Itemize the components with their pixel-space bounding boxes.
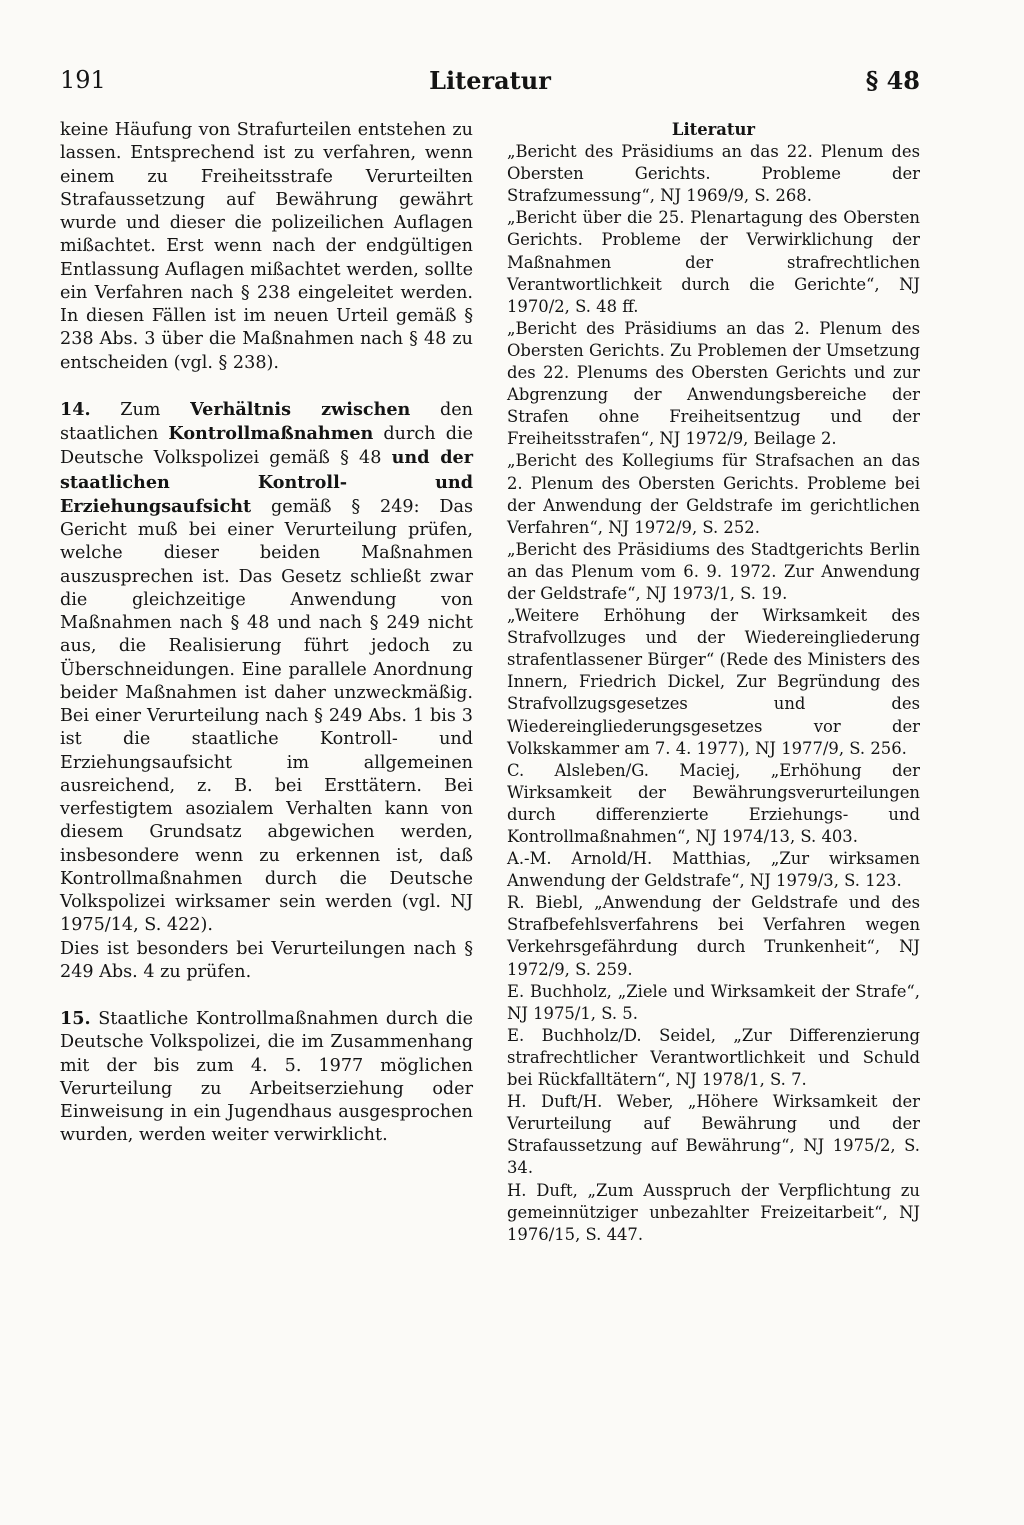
literature-entry: „Bericht des Kollegiums für Strafsachen an das 2. Plenum des Obersten Gerichts. Probleme bei der Anwendung der Geldstrafe im gerichtlichen Verfahren“, NJ 1972/9, S. 252. — [507, 451, 920, 537]
literature-entry: H. Duft, „Zum Ausspruch der Verpflichtung zu gemeinnütziger unbezahlter Freizeitarbeit“, NJ 1976/15, S. 447. — [507, 1180, 920, 1244]
spacer — [60, 375, 473, 398]
text-run: durch die Deutsche Volkspolizei gemäß § 48 — [60, 424, 473, 469]
paragraph-15 — [60, 1007, 473, 1148]
literature-entry: A.-M. Arnold/H. Matthias, „Zur wirksamen Anwendung der Geldstrafe“, NJ 1979/3, S. 123. — [507, 849, 920, 891]
literature-entry: R. Biebl, „Anwendung der Geldstrafe und des Strafbefehlsverfahrens bei Verfahren wegen Verkehrsgefährdung durch Trunkenheit“, NJ 1972/9, S. 259. — [507, 893, 920, 979]
text-run: Zum — [90, 399, 191, 420]
literature-entry: E. Buchholz, „Ziele und Wirksamkeit der Strafe“, NJ 1975/1, S. 5. — [507, 981, 920, 1023]
bold-term: Kontrollmaßnahmen — [168, 423, 374, 444]
paragraph-14 — [60, 398, 473, 938]
text-run: gemäß § 249: Das Gericht muß bei einer Verurteilung prüfen, welche dieser beiden Maßnahmen auszusprechen ist. Das Gesetz schließt zwar die gleichzeitige Anwendung von Maßnahmen nach § 48 und nach § 249 nicht aus, die Realisierung führt jedoch zu Überschneidungen. Eine parallele Anordnung beider Maßnahmen ist daher unzweckmäßig. Bei einer Verurteilung nach § 249 Abs. 1 bis 3 ist die staatliche Kontroll- und Erziehungsaufsicht im allgemeinen ausreichend, z. B. bei Ersttätern. Bei verfestigtem asozialem Verhalten kann von diesem Grundsatz abgewichen werden, insbesondere wenn zu erkennen ist, daß Kontrollmaßnahmen durch die Deutsche Volkspolizei wirksamer sein werden (vgl. NJ 1975/14, S. 422). — [60, 496, 473, 936]
paragraph-14-note: Dies ist besonders bei Verurteilungen nach § 249 Abs. 4 zu prüfen. — [60, 938, 473, 982]
paragraph-continuation: keine Häufung von Strafurteilen entstehen zu lassen. Entsprechend ist zu verfahren, wenn einem zu Freiheitsstrafe Verurteilten Strafaussetzung auf Bewährung gewährt wurde und dieser die polizeilichen Auflagen mißachtet. Erst wenn nach der endgültigen Entlassung Auflagen mißachtet werden, sollte ein Verfahren nach § 238 eingeleitet werden. In diesen Fällen ist im neuen Urteil gemäß § 238 Abs. 3 über die Maßnahmen nach § 48 zu entscheiden (vgl. § 238). — [60, 120, 473, 373]
running-title: Literatur — [429, 66, 551, 95]
literature-entry: E. Buchholz/D. Seidel, „Zur Differenzierung strafrechtlicher Verantwortlichkeit und Schuld bei Rückfalltätern“, NJ 1978/1, S. 7. — [507, 1025, 920, 1090]
text-run: Staatliche Kontrollmaßnahmen durch die Deutsche Volkspolizei, die im Zusammenhang mit der bis zum 4. 5. 1977 möglichen Verurteilung zu Arbeitserziehung oder Einweisung in ein Jugendhaus ausgesprochen wurden, werden weiter verwirklicht. — [60, 1009, 473, 1146]
literature-heading: Literatur — [671, 120, 756, 139]
literature-entry: „Bericht des Präsidiums des Stadtgerichts Berlin an das Plenum vom 6. 9. 1972. Zur Anwendung der Geldstrafe“, NJ 1973/1, S. 19. — [507, 539, 920, 603]
literature-entry: „Weitere Erhöhung der Wirksamkeit des Strafvollzuges und der Wiedereingliederung strafentlassener Bürger“ (Rede des Ministers des Innern, Friedrich Dickel, Zur Begründung des Strafvollzugsgesetzes und des Wiedereingliederungsgesetzes vor der Volkskammer am 7. 4. 1977), NJ 1977/9, S. 256. — [507, 606, 920, 758]
left-column — [60, 119, 473, 1148]
bold-term: und der staatlichen Kontroll- und Erziehungsaufsicht — [60, 447, 473, 517]
text-run: den staatlichen — [60, 399, 473, 444]
literature-entry: C. Alsleben/G. Maciej, „Erhöhung der Wirksamkeit der Bewährungsverurteilungen durch differenzierte Erziehungs- und Kontrollmaßnahmen“, NJ 1974/13, S. 403. — [507, 760, 920, 846]
literature-entry: „Bericht des Präsidiums an das 2. Plenum des Obersten Gerichts. Zu Problemen der Umsetzung des 22. Plenums des Obersten Gerichts und zur Abgrenzung der Anwendungsbereiche der Strafen ohne Freiheitsentzug und der Freiheitsstrafen“, NJ 1972/9, Beilage 2. — [507, 318, 920, 449]
spacer — [60, 984, 473, 1007]
page-header — [60, 66, 920, 100]
literature-entry: „Bericht des Präsidiums an das 22. Plenum des Obersten Gerichts. Probleme der Strafzumessung“, NJ 1969/9, S. 268. — [507, 142, 920, 206]
section-marker: § 48 — [865, 66, 920, 95]
paragraph-number: 14. — [60, 398, 91, 420]
page-number: 191 — [60, 66, 106, 94]
paragraph-number: 15. — [60, 1008, 91, 1029]
literature-entry: H. Duft/H. Weber, „Höhere Wirksamkeit der Verurteilung auf Bewährung und der Strafaussetzung auf Bewährung“, NJ 1975/2, S. 34. — [507, 1092, 920, 1178]
right-column — [507, 119, 920, 1246]
bold-term: Verhältnis zwischen — [190, 398, 411, 420]
literature-entry: „Bericht über die 25. Plenartagung des Obersten Gerichts. Probleme der Verwirklichung der Maßnahmen der strafrechtlichen Verantwortlichkeit durch die Gerichte“, NJ 1970/2, S. 48 ff. — [507, 208, 920, 316]
